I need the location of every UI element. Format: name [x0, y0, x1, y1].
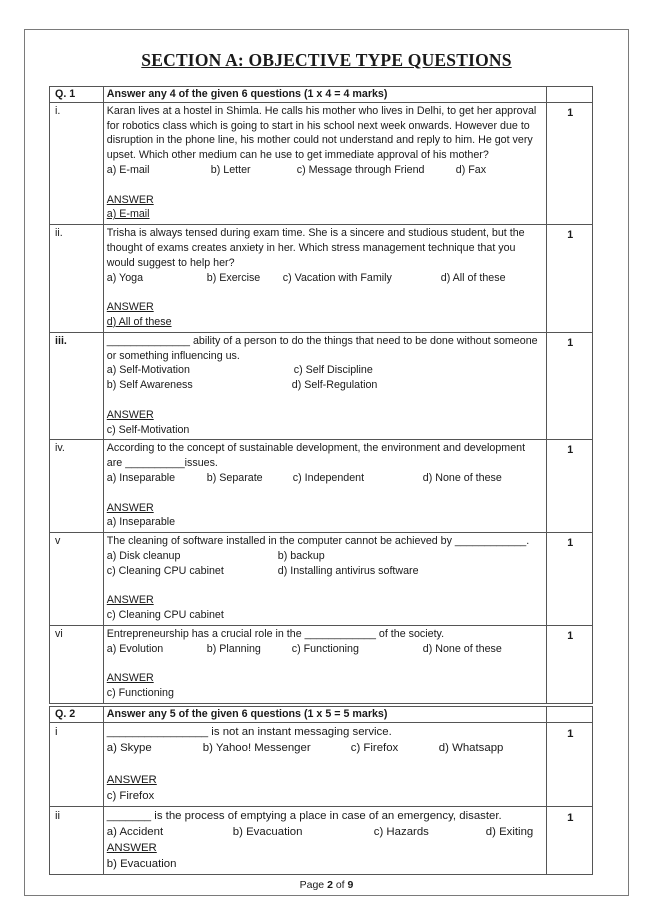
answer-value: c) Functioning — [106, 687, 174, 700]
option: a) Accident — [106, 825, 164, 838]
question-number: iv. — [50, 440, 104, 533]
question-mark: 1 — [547, 533, 593, 626]
question-body — [103, 225, 547, 333]
answer-label: ANSWER — [106, 301, 154, 314]
answer-label: ANSWER — [106, 193, 154, 206]
page-footer — [0, 879, 653, 891]
option: d) Whatsapp — [438, 741, 504, 754]
options — [107, 642, 543, 657]
options — [107, 271, 543, 286]
question-mark: 1 — [547, 332, 593, 440]
option: c) Vacation with Family — [282, 271, 392, 284]
option: a) E-mail — [106, 163, 150, 176]
answer-value: c) Self-Motivation — [106, 423, 190, 436]
question-mark: 1 — [547, 102, 593, 224]
question-mark: 1 — [547, 225, 593, 333]
option: c) Hazards — [373, 825, 429, 838]
question-mark: 1 — [547, 440, 593, 533]
options — [107, 471, 543, 486]
answer-block — [107, 501, 543, 531]
q2-header-row — [50, 707, 593, 723]
option: b) Planning — [206, 642, 261, 655]
answer-block — [107, 840, 543, 872]
question-row — [50, 533, 593, 626]
options — [107, 549, 543, 564]
options — [107, 363, 543, 378]
option: a) Inseparable — [106, 471, 176, 484]
answer-label: ANSWER — [106, 672, 154, 685]
answer-value: c) Firefox — [106, 789, 155, 802]
option: a) Skype — [106, 741, 152, 754]
answer-label: ANSWER — [106, 501, 154, 514]
q2-mark-header — [547, 707, 593, 723]
option: b) backup — [277, 549, 325, 562]
question-text: Entrepreneurship has a crucial role in the ____________ of the society. — [106, 627, 445, 640]
option: d) Installing antivirus software — [277, 564, 419, 577]
option: a) Disk cleanup — [106, 549, 181, 562]
options — [107, 163, 543, 178]
option: b) Exercise — [206, 271, 261, 284]
question-number: ii — [50, 806, 104, 874]
answer-block — [107, 671, 543, 701]
option: d) Self-Regulation — [291, 379, 378, 392]
question-text: According to the concept of sustainable development, the environment and development are __________issues. — [106, 442, 526, 470]
q1-header-row — [50, 87, 593, 103]
option: d) All of these — [440, 271, 506, 284]
answer-block — [107, 772, 543, 804]
option: c) Cleaning CPU cabinet — [106, 564, 224, 577]
answer-value: b) Evacuation — [106, 857, 177, 870]
answer-block — [107, 300, 543, 330]
q1-table — [49, 86, 593, 704]
option: b) Separate — [206, 471, 263, 484]
page-label: Page — [299, 879, 325, 891]
question-text: Trisha is always tensed during exam time. She is a sincere and studious student, but the thought of exams creates anxiety in her. Which stress management technique that you would suggest to help her? — [106, 227, 525, 269]
option: d) Fax — [455, 163, 487, 176]
page-total: 9 — [347, 879, 354, 891]
question-body — [103, 102, 547, 224]
question-number: vi — [50, 625, 104, 703]
question-text: ________________ is not an instant messaging service. — [106, 725, 392, 738]
answer-label: ANSWER — [106, 773, 157, 786]
option: c) Independent — [292, 471, 365, 484]
options — [107, 824, 543, 840]
option: c) Firefox — [350, 741, 399, 754]
question-text: ______________ ability of a person to do the things that need to be done without someone or something influencing us. — [106, 334, 538, 362]
question-body — [103, 332, 547, 440]
answer-value: a) Inseparable — [106, 516, 176, 529]
question-row — [50, 102, 593, 224]
option: c) Message through Friend — [296, 163, 425, 176]
answer-label: ANSWER — [106, 594, 154, 607]
question-body — [103, 806, 547, 874]
question-row — [50, 225, 593, 333]
question-number: i. — [50, 102, 104, 224]
option: d) Exiting — [485, 825, 534, 838]
question-number: ii. — [50, 225, 104, 333]
answer-block — [107, 408, 543, 438]
q1-number: Q. 1 — [50, 87, 104, 103]
question-body — [103, 625, 547, 703]
q2-number: Q. 2 — [50, 707, 104, 723]
question-body — [103, 533, 547, 626]
option: a) Yoga — [106, 271, 144, 284]
question-row — [50, 625, 593, 703]
question-text: Karan lives at a hostel in Shimla. He calls his mother who lives in Delhi, to get her approval for robotics class which is going to start in his school next week onwards. However due to disruption in the phone line, his mother could not understand and reply to him. He got very upset. Which other medium can he use to get immediate approval of his mother? — [106, 104, 537, 162]
option: d) None of these — [422, 642, 502, 655]
question-mark: 1 — [547, 806, 593, 874]
question-number: i — [50, 722, 104, 806]
q2-table — [49, 706, 593, 875]
options — [107, 740, 543, 756]
question-row — [50, 440, 593, 533]
option: b) Yahoo! Messenger — [202, 741, 311, 754]
option: a) Evolution — [106, 642, 164, 655]
q1-instruction: Answer any 4 of the given 6 questions (1 x 4 = 4 marks) — [103, 87, 547, 103]
question-number: v — [50, 533, 104, 626]
option: c) Self Discipline — [293, 364, 373, 377]
section-title: SECTION A: OBJECTIVE TYPE QUESTIONS — [141, 50, 512, 70]
question-body — [103, 440, 547, 533]
option: b) Letter — [210, 163, 251, 176]
q1-mark-header — [547, 87, 593, 103]
question-number: iii. — [50, 332, 104, 440]
option: a) Self-Motivation — [106, 364, 190, 377]
answer-label: ANSWER — [106, 841, 157, 854]
of-label: of — [335, 879, 345, 891]
options — [107, 564, 543, 579]
question-row — [50, 806, 593, 874]
answer-value: a) E-mail — [106, 208, 150, 221]
option: b) Evacuation — [232, 825, 303, 838]
answer-value: d) All of these — [106, 315, 172, 328]
q2-instruction: Answer any 5 of the given 6 questions (1 x 5 = 5 marks) — [103, 707, 547, 723]
option: c) Functioning — [291, 642, 359, 655]
question-text: _______ is the process of emptying a place in case of an emergency, disaster. — [106, 809, 502, 822]
options — [107, 378, 543, 393]
question-mark: 1 — [547, 722, 593, 806]
answer-value: c) Cleaning CPU cabinet — [106, 609, 224, 622]
question-text: The cleaning of software installed in the computer cannot be achieved by ____________. — [106, 535, 530, 548]
page-number: 2 — [327, 879, 333, 891]
question-row — [50, 722, 593, 806]
answer-block — [107, 193, 543, 223]
answer-label: ANSWER — [106, 408, 154, 421]
question-body — [103, 722, 547, 806]
answer-block — [107, 593, 543, 623]
question-mark: 1 — [547, 625, 593, 703]
question-row — [50, 332, 593, 440]
option: b) Self Awareness — [106, 379, 193, 392]
option: d) None of these — [422, 471, 502, 484]
